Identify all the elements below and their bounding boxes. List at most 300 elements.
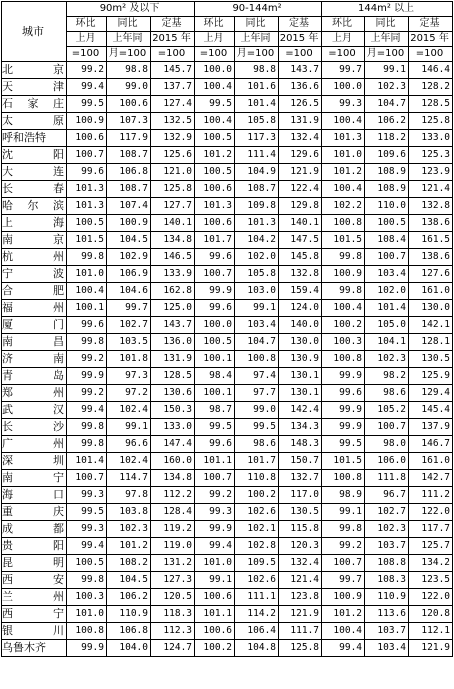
index-value: 162.8: [151, 283, 195, 300]
city-name: [2, 487, 67, 504]
index-value: 100.8: [322, 351, 365, 368]
header-row-metrics: [2, 17, 453, 32]
index-value: 102.3: [365, 521, 409, 538]
index-value: 140.0: [279, 317, 322, 334]
index-value: 104.9: [235, 164, 279, 181]
index-value: 100.5: [195, 164, 235, 181]
index-value: 104.8: [235, 640, 279, 657]
table-row: [2, 640, 453, 657]
city-name: [2, 368, 67, 385]
city-name: [2, 79, 67, 96]
index-value: 145.4: [409, 402, 453, 419]
index-value: 99.2: [67, 351, 107, 368]
index-value: 106.8: [107, 164, 151, 181]
city-name: [2, 96, 67, 113]
index-value: 101.7: [235, 453, 279, 470]
index-value: 100.3: [67, 589, 107, 606]
table-row: [2, 385, 453, 402]
index-value: 100.7: [195, 470, 235, 487]
city-name-text: 南 昌: [2, 335, 64, 348]
base-label: 上年同: [235, 32, 279, 47]
index-value: 132.8: [409, 198, 453, 215]
index-value: 101.3: [195, 198, 235, 215]
city-name-text: 深 圳: [2, 454, 64, 467]
city-name-text: 天 津: [2, 80, 64, 93]
index-value: 106.2: [107, 589, 151, 606]
index-value: 99.6: [195, 436, 235, 453]
index-value: 100.2: [195, 640, 235, 657]
index-value: 100.6: [195, 623, 235, 640]
city-name-text: 贵 阳: [2, 539, 64, 552]
index-value: 104.0: [107, 640, 151, 657]
index-value: 101.0: [67, 606, 107, 623]
city-name-text: 杭 州: [2, 250, 64, 263]
metric-header: 环比: [67, 17, 107, 32]
table-row: [2, 232, 453, 249]
index-value: 117.9: [107, 130, 151, 147]
index-value: 99.9: [67, 640, 107, 657]
index-value: 133.9: [151, 266, 195, 283]
index-value: 161.0: [409, 453, 453, 470]
city-name-text: 成 都: [2, 522, 64, 535]
index-value: 108.7: [235, 181, 279, 198]
city-name-text: 兰 州: [2, 590, 64, 603]
index-value: 99.1: [235, 300, 279, 317]
city-name-text: 石 家 庄: [2, 97, 64, 110]
index-value: 98.8: [107, 62, 151, 79]
index-value: 101.2: [107, 538, 151, 555]
index-value: 130.0: [409, 300, 453, 317]
table-row: [2, 504, 453, 521]
table-row: [2, 317, 453, 334]
index-value: 100.9: [107, 215, 151, 232]
index-value: 100.2: [322, 317, 365, 334]
city-name: [2, 606, 67, 623]
index-value: 100.9: [67, 113, 107, 130]
index-value: 105.8: [235, 266, 279, 283]
index-value: 160.0: [151, 453, 195, 470]
index-value: 100.7: [195, 266, 235, 283]
index-value: 111.1: [235, 589, 279, 606]
index-value: 100.0: [195, 317, 235, 334]
index-value: 123.9: [409, 164, 453, 181]
index-value: 133.0: [409, 130, 453, 147]
index-value: 145.7: [151, 62, 195, 79]
header-row-base-value: [2, 47, 453, 62]
index-value: 106.8: [107, 623, 151, 640]
index-value: 99.6: [67, 317, 107, 334]
index-value: 99.7: [322, 572, 365, 589]
index-value: 101.3: [235, 215, 279, 232]
city-name-text: 长 春: [2, 182, 64, 195]
table-row: [2, 368, 453, 385]
index-value: 127.3: [151, 572, 195, 589]
index-value: 132.4: [279, 130, 322, 147]
index-value: 130.5: [279, 504, 322, 521]
city-name-text: 乌鲁木齐: [2, 641, 46, 654]
index-value: 108.9: [365, 164, 409, 181]
group-header-medium: 90-144m²: [195, 2, 322, 17]
index-value: 101.7: [195, 232, 235, 249]
city-name: [2, 419, 67, 436]
index-value: 99.3: [67, 487, 107, 504]
metric-header: 定基: [409, 17, 453, 32]
index-value: 97.7: [235, 385, 279, 402]
index-value: 100.7: [365, 419, 409, 436]
city-name-text: 上 海: [2, 216, 64, 229]
city-name-text: 沈 阳: [2, 148, 64, 161]
index-value: 127.4: [151, 96, 195, 113]
index-value: 102.3: [107, 521, 151, 538]
index-value: 112.2: [151, 487, 195, 504]
index-value: 119.2: [151, 521, 195, 538]
index-value: 146.4: [409, 62, 453, 79]
index-value: 104.7: [365, 96, 409, 113]
index-value: 99.2: [322, 538, 365, 555]
city-name: [2, 249, 67, 266]
index-value: 121.0: [151, 164, 195, 181]
index-value: 128.4: [151, 504, 195, 521]
index-value: 99.8: [67, 419, 107, 436]
index-value: 132.8: [279, 266, 322, 283]
base-value: =100: [151, 47, 195, 62]
table-row: [2, 130, 453, 147]
index-value: 147.4: [151, 436, 195, 453]
index-value: 99.7: [107, 300, 151, 317]
index-value: 136.0: [151, 334, 195, 351]
index-value: 121.9: [279, 606, 322, 623]
index-value: 97.4: [235, 368, 279, 385]
index-value: 128.5: [151, 368, 195, 385]
table-row: [2, 147, 453, 164]
index-value: 104.6: [107, 283, 151, 300]
index-value: 112.3: [151, 623, 195, 640]
header-row-groups: [2, 2, 453, 17]
index-value: 99.1: [195, 572, 235, 589]
index-value: 100.1: [67, 300, 107, 317]
city-name: [2, 147, 67, 164]
index-value: 99.6: [195, 300, 235, 317]
base-label: 上年同: [365, 32, 409, 47]
index-value: 147.5: [279, 232, 322, 249]
index-value: 104.5: [107, 232, 151, 249]
index-value: 133.0: [151, 419, 195, 436]
index-value: 99.9: [322, 419, 365, 436]
index-value: 111.2: [409, 487, 453, 504]
index-value: 128.1: [409, 334, 453, 351]
index-value: 142.7: [409, 470, 453, 487]
table-row: [2, 198, 453, 215]
index-value: 161.0: [409, 283, 453, 300]
index-value: 150.7: [279, 453, 322, 470]
city-name-text: 济 南: [2, 352, 64, 365]
index-value: 101.2: [322, 164, 365, 181]
city-name: [2, 504, 67, 521]
index-value: 105.2: [365, 402, 409, 419]
index-value: 108.7: [107, 147, 151, 164]
index-value: 110.8: [235, 470, 279, 487]
index-value: 121.4: [279, 572, 322, 589]
index-value: 101.0: [322, 147, 365, 164]
metric-header: 定基: [279, 17, 322, 32]
index-value: 98.6: [235, 436, 279, 453]
index-value: 101.3: [322, 130, 365, 147]
city-name: [2, 538, 67, 555]
index-value: 143.7: [279, 62, 322, 79]
index-value: 101.5: [322, 232, 365, 249]
index-value: 107.4: [107, 198, 151, 215]
city-name: [2, 640, 67, 657]
metric-header: 定基: [151, 17, 195, 32]
city-name-text: 郑 州: [2, 386, 64, 399]
city-name-text: 武 汉: [2, 403, 64, 416]
city-name: [2, 198, 67, 215]
index-value: 120.8: [409, 606, 453, 623]
base-label: 2015 年: [151, 32, 195, 47]
index-value: 100.5: [365, 215, 409, 232]
index-value: 99.6: [195, 249, 235, 266]
index-value: 99.2: [195, 487, 235, 504]
city-name-text: 哈 尔 滨: [2, 199, 64, 212]
table-row: [2, 283, 453, 300]
index-value: 99.2: [67, 385, 107, 402]
index-value: 101.0: [195, 555, 235, 572]
index-value: 99.3: [195, 504, 235, 521]
index-value: 99.3: [322, 96, 365, 113]
index-value: 100.8: [322, 470, 365, 487]
index-value: 99.8: [322, 283, 365, 300]
index-value: 99.9: [195, 521, 235, 538]
index-value: 122.0: [409, 504, 453, 521]
index-value: 104.1: [365, 334, 409, 351]
city-name: [2, 572, 67, 589]
index-value: 102.7: [365, 504, 409, 521]
index-value: 96.7: [365, 487, 409, 504]
index-value: 146.7: [409, 436, 453, 453]
base-value: =100: [279, 47, 322, 62]
city-name: [2, 130, 67, 147]
table-row: [2, 402, 453, 419]
index-value: 108.3: [365, 572, 409, 589]
index-value: 117.0: [279, 487, 322, 504]
index-value: 140.1: [151, 215, 195, 232]
city-name: [2, 351, 67, 368]
city-name: [2, 589, 67, 606]
index-value: 101.2: [195, 147, 235, 164]
city-name-text: 合 肥: [2, 284, 64, 297]
index-value: 100.6: [195, 589, 235, 606]
table-row: [2, 623, 453, 640]
index-value: 99.5: [195, 419, 235, 436]
index-value: 134.8: [151, 470, 195, 487]
table-row: [2, 538, 453, 555]
index-value: 111.7: [279, 623, 322, 640]
index-value: 99.8: [322, 249, 365, 266]
index-value: 113.6: [365, 606, 409, 623]
index-value: 106.0: [365, 453, 409, 470]
city-name-text: 广 州: [2, 437, 64, 450]
index-value: 99.4: [67, 79, 107, 96]
index-value: 101.1: [195, 606, 235, 623]
index-value: 102.7: [107, 317, 151, 334]
index-value: 130.5: [409, 351, 453, 368]
index-value: 98.9: [322, 487, 365, 504]
index-value: 100.9: [322, 266, 365, 283]
table-row: [2, 351, 453, 368]
index-value: 125.8: [409, 113, 453, 130]
index-value: 99.7: [322, 62, 365, 79]
index-value: 99.5: [195, 96, 235, 113]
index-value: 99.9: [322, 402, 365, 419]
index-value: 100.8: [67, 623, 107, 640]
base-label: 上年同: [107, 32, 151, 47]
index-value: 100.1: [195, 351, 235, 368]
city-name-text: 长 沙: [2, 420, 64, 433]
city-name-text: 海 口: [2, 488, 64, 501]
index-value: 99.8: [67, 249, 107, 266]
index-value: 121.9: [409, 640, 453, 657]
index-value: 99.4: [67, 402, 107, 419]
index-value: 102.4: [107, 453, 151, 470]
index-value: 102.0: [365, 283, 409, 300]
index-value: 98.8: [235, 62, 279, 79]
index-value: 98.0: [365, 436, 409, 453]
city-name-text: 福 州: [2, 301, 64, 314]
index-value: 128.2: [409, 79, 453, 96]
index-value: 100.8: [322, 215, 365, 232]
index-value: 142.1: [409, 317, 453, 334]
index-value: 111.8: [365, 470, 409, 487]
city-name-text: 呼和浩特: [2, 131, 46, 144]
index-value: 101.3: [67, 181, 107, 198]
index-value: 132.7: [279, 470, 322, 487]
table-row: [2, 113, 453, 130]
index-value: 125.9: [409, 368, 453, 385]
index-value: 143.7: [151, 317, 195, 334]
index-value: 103.7: [365, 538, 409, 555]
index-value: 102.3: [365, 351, 409, 368]
index-value: 145.8: [279, 249, 322, 266]
index-value: 100.7: [67, 147, 107, 164]
index-value: 124.7: [151, 640, 195, 657]
city-name-text: 南 京: [2, 233, 64, 246]
table-row: [2, 62, 453, 79]
city-name: [2, 402, 67, 419]
index-value: 108.4: [365, 232, 409, 249]
index-value: 125.8: [279, 640, 322, 657]
index-value: 132.5: [151, 113, 195, 130]
city-name-text: 银 川: [2, 624, 64, 637]
index-value: 125.7: [409, 538, 453, 555]
city-name: [2, 317, 67, 334]
city-name-text: 西 安: [2, 573, 64, 586]
index-value: 101.3: [67, 198, 107, 215]
table-row: [2, 96, 453, 113]
index-value: 120.5: [151, 589, 195, 606]
city-name-text: 西 宁: [2, 607, 64, 620]
city-name: [2, 555, 67, 572]
index-value: 101.4: [67, 453, 107, 470]
city-name: [2, 334, 67, 351]
index-value: 118.3: [151, 606, 195, 623]
index-value: 105.0: [365, 317, 409, 334]
index-value: 102.8: [235, 538, 279, 555]
index-value: 129.6: [279, 147, 322, 164]
index-value: 104.2: [235, 232, 279, 249]
table-row: [2, 470, 453, 487]
index-value: 123.5: [409, 572, 453, 589]
city-name-text: 青 岛: [2, 369, 64, 382]
index-value: 121.4: [409, 181, 453, 198]
index-value: 121.9: [279, 164, 322, 181]
table-row: [2, 572, 453, 589]
index-value: 99.9: [195, 283, 235, 300]
index-value: 136.6: [279, 79, 322, 96]
city-name: [2, 232, 67, 249]
metric-header: 同比: [365, 17, 409, 32]
index-value: 106.2: [365, 113, 409, 130]
city-name: [2, 215, 67, 232]
header-row-base-label: [2, 32, 453, 47]
index-value: 110.9: [365, 589, 409, 606]
index-value: 126.5: [279, 96, 322, 113]
index-value: 110.9: [107, 606, 151, 623]
index-value: 106.9: [107, 266, 151, 283]
index-value: 101.0: [67, 266, 107, 283]
base-label: 上月: [195, 32, 235, 47]
index-value: 140.1: [279, 215, 322, 232]
index-value: 99.4: [322, 640, 365, 657]
index-value: 132.4: [279, 555, 322, 572]
base-value: 月=100: [235, 47, 279, 62]
index-value: 100.4: [67, 283, 107, 300]
index-value: 100.2: [235, 487, 279, 504]
city-name-text: 南 宁: [2, 471, 64, 484]
index-value: 127.6: [409, 266, 453, 283]
index-value: 100.9: [322, 589, 365, 606]
base-label: 上月: [322, 32, 365, 47]
table-row: [2, 300, 453, 317]
index-value: 129.8: [279, 198, 322, 215]
index-value: 130.6: [151, 385, 195, 402]
index-value: 134.3: [279, 419, 322, 436]
index-value: 107.3: [107, 113, 151, 130]
metric-header: 环比: [195, 17, 235, 32]
city-name: [2, 113, 67, 130]
index-value: 130.0: [279, 334, 322, 351]
index-value: 134.2: [409, 555, 453, 572]
price-index-table: [1, 1, 453, 657]
index-value: 101.1: [195, 453, 235, 470]
index-value: 114.7: [107, 470, 151, 487]
index-value: 99.8: [322, 521, 365, 538]
city-name: [2, 283, 67, 300]
index-value: 109.8: [235, 198, 279, 215]
city-name: [2, 181, 67, 198]
index-value: 103.0: [235, 283, 279, 300]
index-value: 137.7: [151, 79, 195, 96]
index-value: 99.2: [67, 62, 107, 79]
index-value: 103.5: [107, 334, 151, 351]
index-value: 101.2: [322, 606, 365, 623]
index-value: 150.3: [151, 402, 195, 419]
index-value: 108.9: [365, 181, 409, 198]
index-value: 99.1: [365, 62, 409, 79]
index-value: 131.9: [279, 113, 322, 130]
table-row: [2, 589, 453, 606]
index-value: 100.4: [322, 113, 365, 130]
city-name: [2, 164, 67, 181]
